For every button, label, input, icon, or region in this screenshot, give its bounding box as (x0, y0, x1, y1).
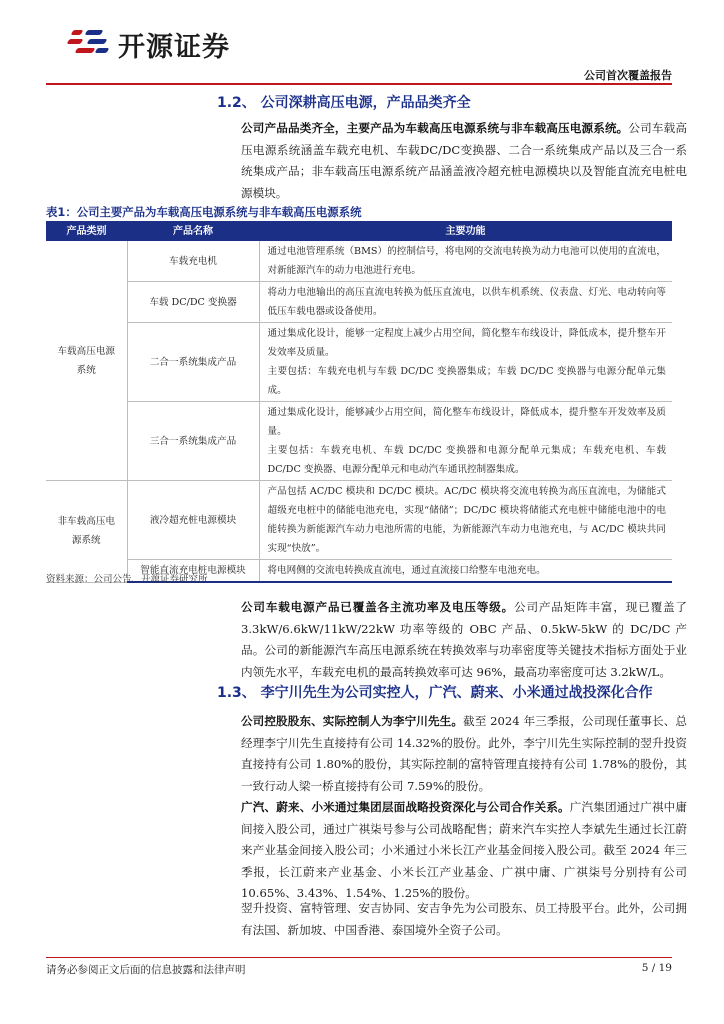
product-name: 车载充电机 (127, 241, 259, 282)
paragraph-lead: 公司控股股东、实际控制人为李宁川先生。 (241, 714, 464, 728)
header-category: 产品类别 (46, 221, 127, 241)
footer-disclaimer: 请务必参阅正文后面的信息披露和法律声明 (46, 964, 246, 976)
paragraph-power-coverage (241, 597, 687, 683)
product-function: 将动力电池输出的高压直流电转换为低压直流电，以供车机系统、仪表盘、灯光、电动转向等低压车载电器或设备使用。 (259, 282, 672, 323)
header-divider (46, 83, 672, 85)
product-table (46, 221, 672, 583)
paragraph-controller (241, 711, 687, 797)
paragraph-body: 公司车载高压电源系统涵盖车载充电机、车载DC/DC变换器、二合一系统集成产品以及三合一系统集成产品；非车载高压电源系统产品涵盖液冷超充桩电源模块以及智能直流充电桩电源模块。 (241, 121, 687, 200)
page-number: 5 / 19 (641, 962, 672, 974)
product-function: 将电网侧的交流电转换成直流电，通过直流接口给整车电池充电。 (259, 560, 672, 583)
paragraph-lead: 广汽、蔚来、小米通过集团层面战略投资深化与公司合作关系。 (241, 800, 570, 814)
product-name: 智能直流充电桩电源模块 (127, 560, 259, 583)
paragraph-body: 公司产品矩阵丰富，现已覆盖了 3.3kW/6.6kW/11kW/22kW 功率等级的 OBC 产品、0.5kW-5kW 的 DC/DC 产品。公司的新能源汽车高压电源系统在转换效率与功率密度等关键技术指标方面处于业内领先水平，车载充电机的最高转换效率可达 96%，最高功率密度可达 3.2kW/L。 (241, 600, 687, 679)
category-offboard: 非车载高压电源系统 (46, 481, 127, 583)
section-title-1-2: 1.2、 公司深耕高压电源，产品品类齐全 (217, 95, 471, 111)
paragraph-body: 翌升投资、富特管理、安吉协同、安吉争先为公司股东、员工持股平台。此外，公司拥有法国、新加坡、中国香港、泰国境外全资子公司。 (241, 901, 687, 937)
report-type: 公司首次覆盖报告 (584, 69, 672, 82)
paragraph-body: 截至 2024 年三季报，公司现任董事长、总经理李宁川先生直接持有公司 14.32%的股份。此外，李宁川先生实际控制的翌升投资直接持有公司 1.80%的股份，其实际控制的富特管理直接持有公司 1.78%的股份，其一致行动人梁一桥直接持有公司 7.59%的股份。 (241, 714, 687, 793)
header-product: 产品名称 (127, 221, 259, 241)
logo-mark-icon (66, 24, 110, 64)
paragraph-product-range (241, 118, 687, 204)
product-name: 车载 DC/DC 变换器 (127, 282, 259, 323)
table-source: 资料来源：公司公告、开源证券研究所 (46, 574, 208, 585)
paragraph-lead: 公司车载电源产品已覆盖各主流功率及电压等级。 (241, 600, 515, 614)
product-name: 三合一系统集成产品 (127, 402, 259, 481)
table-row (46, 282, 672, 323)
product-function: 通过集成化设计，能够减少占用空间，简化整车布线设计，降低成本，提升整车开发效率及质量。 主要包括：车载充电机、车载 DC/DC 变换器和电源分配单元集成；车载充电机、车载 DC/DC 变换器、电源分配单元和电动汽车通讯控制器集成。 (259, 402, 672, 481)
paragraph-lead: 公司产品品类齐全，主要产品为车载高压电源系统与非车载高压电源系统。 (241, 121, 629, 135)
category-onboard: 车载高压电源系统 (46, 241, 127, 481)
section-title-1-3: 1.3、 李宁川先生为公司实控人，广汽、蔚来、小米通过战投深化合作 (217, 685, 653, 701)
product-name: 二合一系统集成产品 (127, 323, 259, 402)
table-header-row (46, 221, 672, 241)
product-function: 通过集成化设计，能够一定程度上减少占用空间，简化整车布线设计，降低成本，提升整车开发效率及质量。 主要包括：车载充电机与车载 DC/DC 变换器集成；车载 DC/DC 变换器与电源分配单元集成。 (259, 323, 672, 402)
product-name: 液冷超充桩电源模块 (127, 481, 259, 560)
table-row (46, 402, 672, 481)
paragraph-strategic-investors (241, 797, 687, 905)
table-row (46, 323, 672, 402)
product-function: 通过电池管理系统（BMS）的控制信号，将电网的交流电转换为动力电池可以使用的直流电，对新能源汽车的动力电池进行充电。 (259, 241, 672, 282)
header-function: 主要功能 (259, 221, 672, 241)
paragraph-body: 广汽集团通过广祺中庸间接入股公司，通过广祺柒号参与公司战略配售；蔚来汽车实控人李斌先生通过长江蔚来产业基金间接入股公司；小米通过小米长江产业基金间接入股公司。截至 2024 年三季报，长江蔚来产业基金、小米长江产业基金、广祺中庸、广祺柒号分别持有公司 10.65%、3.43%、1.54%、1.25%的股份。 (241, 800, 687, 900)
table-title: 表1：公司主要产品为车载高压电源系统与非车载高压电源系统 (46, 205, 362, 219)
paragraph-shareholders (241, 898, 687, 941)
brand-logo (66, 24, 230, 64)
product-function: 产品包括 AC/DC 模块和 DC/DC 模块。AC/DC 模块将交流电转换为高压直流电，为储能式超级充电桩中的储能电池充电，实现“储储”；DC/DC 模块将储能式充电桩中储能电池中的电能转换为新能源汽车动力电池所需的电能，为新能源汽车动力电池充电，与 AC/DC 模块共同实现“快放”。 (259, 481, 672, 560)
table-row (46, 481, 672, 560)
table-row (46, 241, 672, 282)
brand-name: 开源证券 (118, 31, 230, 63)
footer-divider (46, 957, 672, 958)
